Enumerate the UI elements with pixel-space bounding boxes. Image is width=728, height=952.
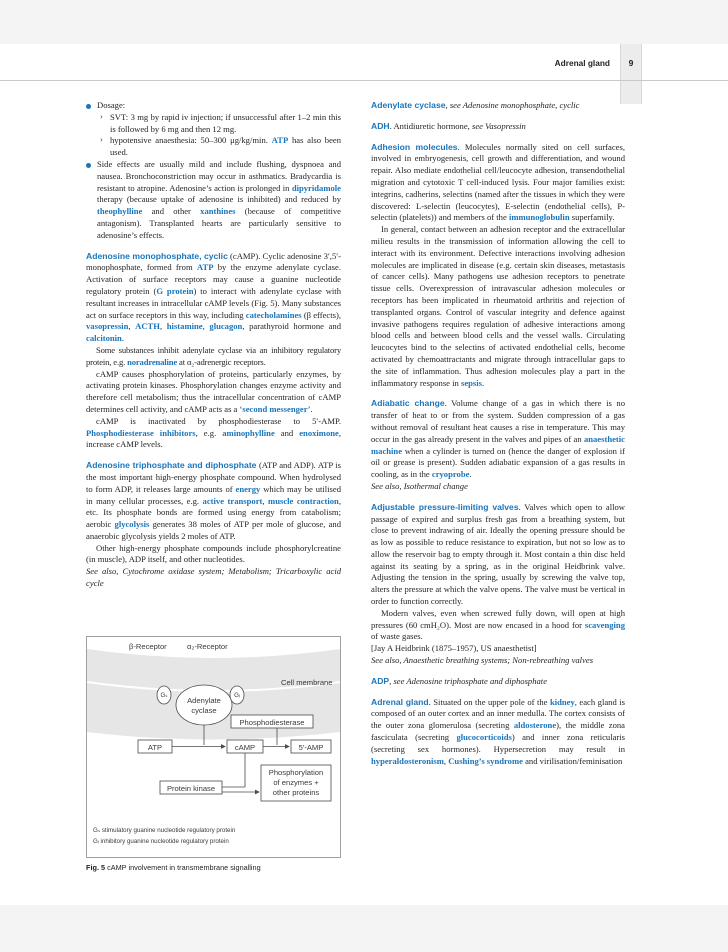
paragraph: In general, contact between an adhesion receptor and the extracellular milieu results in the transmission of information allowing the cell to interact with its environment. Defective interactions involving adhesion molecules are implicated in disease (e.g. certain skin diseases, metastasis of cancer cells). Many pathogens use adhesion receptors to penetrate tissue cells. Overexpression of intravascular adhesion molecules or receptors has been implicated in rheumatoid arthritis and rejection of transplanted organs. Control of vascular integrity and defence against invasive pathogens requires regulation of adhesive interactions among blood cells and between blood cells and the vessel walls. Circulating leucocytes bind to the selectins of activated endothelial cells, become activated by chemoattractants and migrate through intracellular gaps to the site of inflammation. Thus adhesion molecules play a part in the inflammatory response in sepsis.	[371, 224, 625, 388]
cross-reference-link[interactable]: vasopressin	[86, 321, 129, 332]
cross-reference-link[interactable]: Cushing’s syndrome	[448, 755, 523, 766]
bottom-margin-band	[0, 905, 728, 952]
see-also: See also, Isothermal change	[371, 480, 468, 491]
headword: Adiabatic change	[371, 398, 445, 409]
cross-reference-link[interactable]: immunoglobulin	[508, 212, 570, 223]
alpha2-receptor-label: α₂-Receptor	[187, 642, 228, 651]
cross-reference-link[interactable]: aminophylline	[222, 427, 275, 438]
cross-reference-link[interactable]: noradrenaline	[127, 356, 178, 367]
list-item: Side effects are usually mild and include flushing, dyspnoea and nausea. Bronchoconstriction may occur in asthmatics. Bradycardia is resistant to atropine. Adenosine’s action is prolonged in dipyridamole therapy (because uptake of adenosine is inhibited) and reduced by theophylline and other xanthines (because of competitive antagonism). Transplanted hearts are particularly sensitive to adenosine’s effects.	[86, 159, 341, 242]
entry-adp: ADP, see Adenosine triphosphate and diphosphate	[371, 675, 548, 686]
legend-gi: Gᵢ inhibitory guanine nucleotide regulatory protein	[93, 838, 229, 845]
headword: Adenosine monophosphate, cyclic	[86, 250, 228, 261]
entry-adenosine-triphosphate: Adenosine triphosphate and diphosphate (ATP and ADP). ATP is the most important high-energy phosphate compound. When hydrolysed to form ADP, it releases large amounts of energy which may be utilised in many cellular processes, e.g. active transport, muscle contraction, etc. Its phosphate bonds are formed using energy from catabolism; aerobic glycolysis generates 38 moles of ATP per mole of glucose, and anaerobic glycolysis yields 2 moles of ATP.	[86, 460, 341, 541]
headword: Adenosine triphosphate and diphosphate	[86, 460, 257, 471]
see-also: See also, Anaesthetic breathing systems; Non-rebreathing valves	[371, 655, 594, 666]
svg-text:Gᵢ: Gᵢ	[234, 692, 240, 699]
headword: Adrenal gland	[371, 696, 429, 707]
cross-reference-link[interactable]: glucagon	[209, 321, 243, 332]
paragraph: cAMP is inactivated by phosphodiesterase to 5′-AMP. Phosphodiesterase inhibitors, e.g. aminophylline and enoximone, increase cAMP levels.	[86, 415, 341, 450]
cross-reference-link[interactable]: calcitonin	[86, 333, 122, 344]
figure-5	[86, 636, 341, 858]
headword: ADH	[371, 120, 390, 131]
list-item: › hypotensive anaesthesia: 50–300 μg/kg/min. ATP has also been used.	[97, 135, 341, 159]
svg-text:Protein kinase: Protein kinase	[166, 784, 216, 793]
right-column	[371, 100, 625, 767]
cross-reference-link[interactable]: ATP	[196, 262, 214, 273]
svg-text:cAMP: cAMP	[234, 743, 256, 752]
cross-reference-link[interactable]: xanthines	[200, 206, 236, 217]
cross-reference-link[interactable]: scavenging	[584, 619, 625, 630]
cross-reference-link[interactable]: G protein	[156, 285, 194, 296]
headword: ADP	[371, 675, 390, 686]
cross-reference-link[interactable]: ACTH	[135, 321, 160, 332]
top-margin-band	[0, 0, 728, 44]
cross-reference-link[interactable]: aldosterone	[513, 720, 557, 731]
cross-reference-link[interactable]: active transport	[202, 495, 263, 506]
cross-reference-link[interactable]: histamine	[166, 321, 203, 332]
cross-reference-link[interactable]: theophylline	[97, 206, 143, 217]
entry-adrenal-gland: Adrenal gland. Situated on the upper pole of the kidney, each gland is composed of an outer cortex and an inner medulla. The cortex consists of the outer zona glomerulosa (secreting aldosterone), the middle zona fasciculata (secreting glucocorticoids) and inner zona reticularis (secreting sex hormones). Hypersecretion may result in hyperaldosteronism, Cushing’s syndrome and virilisation/feminisation	[371, 696, 625, 766]
cross-reference-link[interactable]: Phosphodiesterase inhibitors	[86, 427, 196, 438]
page-number-tab	[620, 44, 642, 104]
running-head: Adrenal gland	[554, 58, 610, 68]
biographical-note: [Jay A Heidbrink (1875–1957), US anaesthetist]	[371, 643, 537, 654]
cross-reference-link[interactable]: dipyridamole	[291, 182, 341, 193]
svg-text:cyclase: cyclase	[191, 706, 217, 715]
page-number: 9	[628, 58, 634, 68]
headword: Adhesion molecules	[371, 141, 458, 152]
entry-adhesion-molecules: Adhesion molecules. Molecules normally sited on cell surfaces, involved in embryogenesis, cell growth and differentiation, and wound repair. Also mediate endothelial cell/leucocyte adhesion, transendothelial migration and cytotoxic T cell-induced lysis. Four major families exist: integrins, cadherins, selectins (named after the tissues in which they were discovered: L-selectin (leucocytes), E-selectin (endothelial cells), P-selectin (platelets)) and members of the immunoglobulin superfamily.	[371, 141, 625, 223]
list-item: Dosage: › SVT: 3 mg by rapid iv injection; if unsuccessful after 1–2 min this is followed by 6 mg and then 12 mg. › hypotensive anaesthesia: 50–300 μg/kg/min. ATP has also been used.	[86, 100, 341, 159]
cross-reference-link[interactable]: second messenger	[242, 403, 308, 414]
see-also: See also, Cytochrome oxidase system; Metabolism; Tricarboxylic acid cycle	[86, 566, 341, 589]
paragraph: Modern valves, even when screwed fully down, will open at high pressures (60 cmH₂O). Most are now encased in a hood for scavenging of waste gases.	[371, 607, 625, 642]
svg-text:other proteins: other proteins	[272, 788, 320, 797]
cross-reference-link[interactable]: kidney	[549, 696, 575, 707]
legend-gs: Gₛ stimulatory guanine nucleotide regulatory protein	[93, 827, 236, 834]
adenylate-cyclase-node	[176, 685, 232, 725]
camp-signalling-diagram	[87, 637, 340, 857]
cross-reference-link[interactable]: cryoprobe	[431, 469, 470, 480]
svg-text:ATP: ATP	[147, 743, 163, 752]
header-rule	[0, 80, 728, 81]
cross-reference-link[interactable]: anaesthetic machine	[371, 433, 625, 456]
paragraph: Some substances inhibit adenylate cyclase via an inhibitory regulatory protein, e.g. noradrenaline at α₂-adrenergic receptors.	[86, 344, 341, 367]
dosage-sublist	[97, 112, 341, 159]
paragraph: cAMP causes phosphorylation of proteins, particularly enzymes, by activating protein kinases. Phosphorylation changes enzyme activity and therefore cell metabolism; thus the intracellular concentration of cAMP determines cell activity, and cAMP acts as a ‘second messenger’.	[86, 368, 341, 414]
paragraph: Other high-energy phosphate compounds include phosphorylcreatine (in muscle), ADP itself, and other nucleotides.	[86, 542, 341, 565]
cross-reference-link[interactable]: sepsis	[460, 377, 482, 388]
entry-adenylate-cyclase: Adenylate cyclase, see Adenosine monophosphate, cyclic	[371, 100, 580, 110]
cross-reference-link[interactable]: catecholamines	[245, 309, 302, 320]
svg-text:of enzymes +: of enzymes +	[273, 778, 319, 787]
headword: Adjustable pressure-limiting valves	[371, 501, 519, 512]
list-item: › SVT: 3 mg by rapid iv injection; if unsuccessful after 1–2 min this is followed by 6 mg and then 12 mg.	[97, 112, 341, 136]
svg-text:Phosphodiesterase: Phosphodiesterase	[239, 718, 305, 727]
svg-text:Gₛ: Gₛ	[160, 692, 168, 699]
entry-adiabatic-change: Adiabatic change. Volume change of a gas in which there is no transfer of heat to or from the system. Sudden compression of a gas without removal of resultant heat causes a rise in temperature. This may occur in the gas already present in the valves and pipes of an anaesthetic machine when a cylinder is turned on (hence the danger of explosion if oil or grease is present). Sudden adiabatic expansion of a gas results in cooling, as in the cryoprobe.	[371, 398, 625, 480]
cross-reference-link[interactable]: energy	[235, 483, 261, 494]
cross-reference-link[interactable]: muscle contraction	[268, 495, 339, 506]
entry-adh: ADH. Antidiuretic hormone, see Vasopressin	[371, 120, 526, 131]
headword: Adenylate cyclase	[371, 100, 446, 110]
svg-text:Adenylate: Adenylate	[187, 696, 221, 705]
svg-text:Phosphorylation: Phosphorylation	[268, 768, 324, 777]
cross-reference-link[interactable]: glucocorticoids	[456, 732, 512, 743]
cell-membrane-label: Cell membrane	[281, 678, 333, 687]
cross-reference-link[interactable]: enoximone	[299, 427, 339, 438]
adenosine-dosage-list	[86, 100, 341, 242]
cross-reference-link[interactable]: glycolysis	[114, 519, 150, 530]
entry-adjustable-pressure-limiting-valves: Adjustable pressure-limiting valves. Valves which open to allow passage of expired and surplus fresh gas from a breathing system, but close to prevent indrawing of air. Ideally the opening pressure should be as low as possible to reduce resistance to expiration, but not so low as to allow the reservoir bag to empty through it. Most contain a thin disc held against its seating by a spring, as in the original Heidbrink valve. Adjusting the tension in the spring, usually by screwing the valve top, alters the pressure at which the valve opens. The valve must be vertical in order to function correctly.	[371, 501, 625, 607]
entry-adenosine-monophosphate: Adenosine monophosphate, cyclic (cAMP). Cyclic adenosine 3′,5′-monophosphate, formed from ATP by the enzyme adenylate cyclase. Activation of surface receptors may cause a guanine nucleotide regulatory protein (G protein) to interact with adenylate cyclase with resultant increases in intracellular cAMP levels (Fig. 5). Many substances act on surface receptors in this way, including catecholamines (β effects), vasopressin, ACTH, histamine, glucagon, parathyroid hormone and calcitonin.	[86, 250, 341, 344]
cross-reference-link[interactable]: ATP	[271, 135, 289, 146]
left-column	[86, 100, 341, 590]
svg-text:5′-AMP: 5′-AMP	[298, 743, 324, 752]
beta-receptor-label: β-Receptor	[129, 642, 167, 651]
cross-reference-link[interactable]: hyperaldosteronism	[371, 755, 444, 766]
figure-caption: Fig. 5 cAMP involvement in transmembrane signalling	[86, 863, 261, 872]
